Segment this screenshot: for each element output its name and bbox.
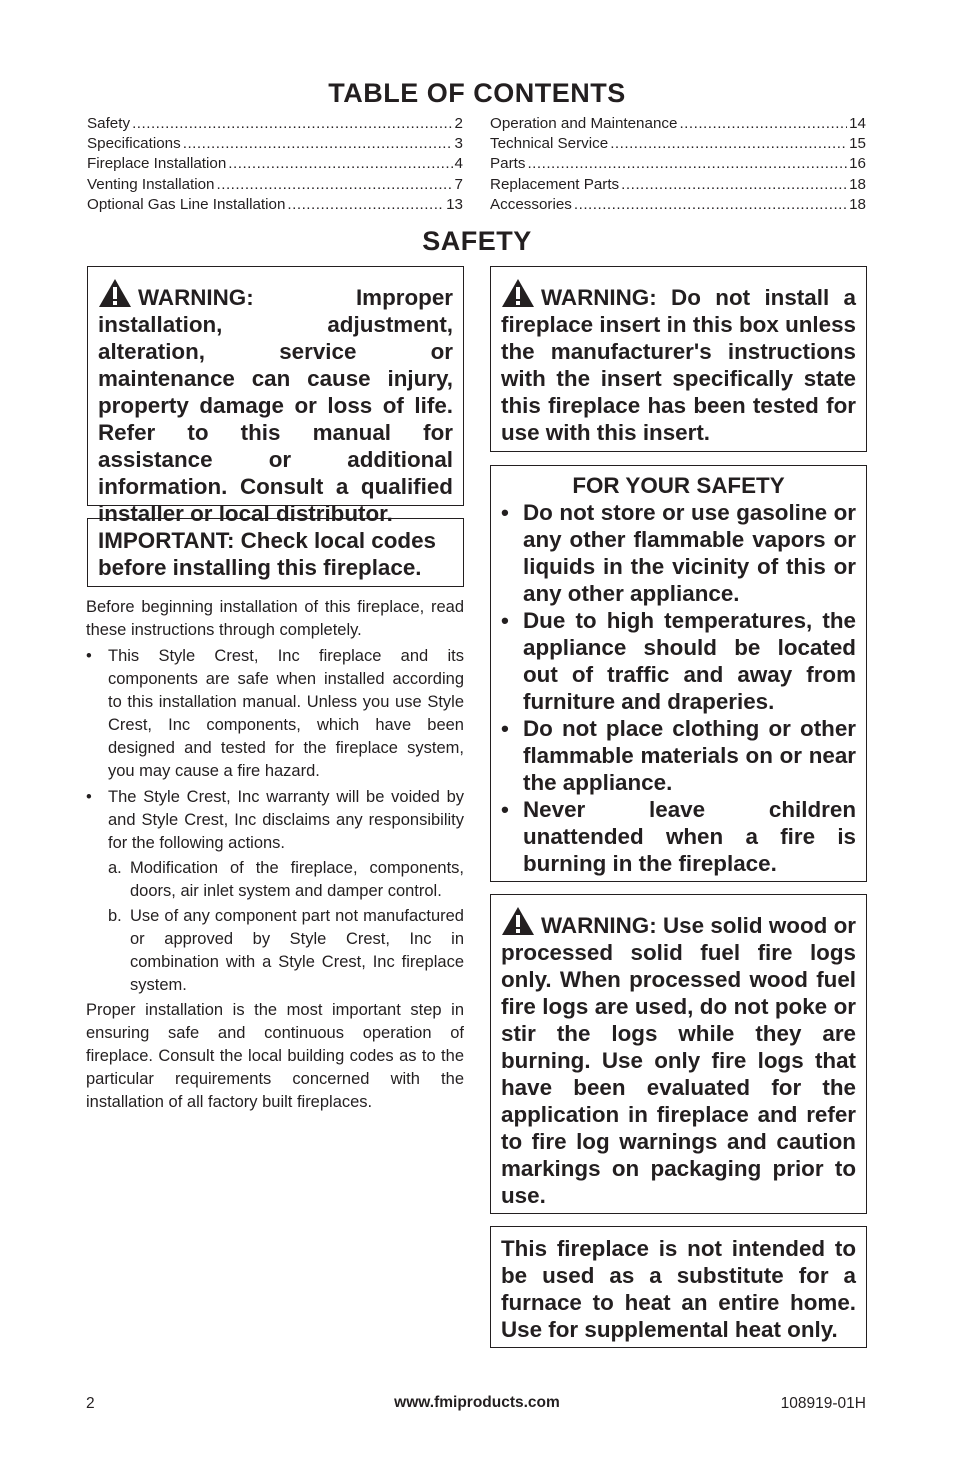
warning-triangle-icon [98,278,132,308]
warning-improper-text: WARNING: Improper installation, adjustment, alteration, service or maintenance can cause injury, property damage or loss of life. Refer to this manual for assistance or additional information. Consult a qualified installer or local distributor. [98,285,453,526]
toc-entry-label: Safety [87,115,131,132]
toc-entry[interactable] [490,154,866,174]
toc-entry-label: Replacement Parts [490,175,620,193]
important-text: IMPORTANT: Check local codes before installing this fireplace. [98,528,437,580]
sub-list-item: b. Use of any component part not manufactured or approved by Style Crest, Inc in combination with a Style Crest, Inc fireplace system. [108,907,464,994]
list-item: • The Style Crest, Inc warranty will be voided by and Style Crest, Inc disclaims any responsibility for the following actions. [86,788,464,852]
safety-title: SAFETY [422,226,532,256]
toc-entry-page: 18 [849,195,866,213]
supplemental-heat-box [490,1226,867,1348]
warning-triangle-icon [501,278,535,308]
toc-entry-label: Parts [490,155,526,173]
important-box [87,518,464,587]
toc-entry-page: 7 [454,175,463,193]
toc-entry[interactable] [490,175,866,195]
list-item: • This Style Crest, Inc fireplace and its components are safe when installed according to this installation manual. Unless you use Style Crest, Inc components, which have been designed and tested for the fireplace system, you may cause a fire hazard. [86,647,464,780]
warning-triangle-icon [501,906,535,936]
toc-entry-label: Specifications [87,135,181,153]
toc-entry-page: 16 [849,155,866,173]
sub-item-text: Use of any component part not manufactured or approved by Style Crest, Inc in combination with a Style Crest, Inc fireplace system. [130,907,464,994]
toc-entry-page: 18 [849,175,866,193]
toc-entry[interactable] [87,154,463,174]
toc-entry[interactable] [490,114,866,134]
toc-entry[interactable] [87,114,463,134]
document-number: 108919-01H [780,1395,866,1412]
toc-entry[interactable] [490,134,866,154]
toc-entry-label: Operation and Maintenance [490,115,678,132]
warning-insert-box [490,266,867,452]
toc-left-column [87,114,463,215]
bullet-text: This Style Crest, Inc fireplace and its components are safe when installed according to this installation manual. Unless you use Style Crest, Inc components, which have been designed and tested for the fireplace system, you may cause a fire hazard. [108,647,464,780]
toc-entry-page: 3 [454,135,463,153]
warning-improper-box [87,266,464,526]
sub-item-text: Modification of the fireplace, components, doors, air inlet system and damper control. [130,859,464,900]
intro-paragraph: Before beginning installation of this fireplace, read these instructions through completely. [86,598,464,639]
toc-entry-page: 2 [454,115,463,132]
toc-entry-label: Technical Service [490,135,609,153]
warning-wood-text: WARNING: Use solid wood or processed solid fuel fire logs only. When processed wood fuel fire logs are used, do not poke or stir the logs while they are burning. Use only fire logs that have been evaluated for the application in fireplace and refer to fire log warnings and caution markings on packaging prior to use. [501,913,856,1208]
bullet-text: The Style Crest, Inc warranty will be voided by and Style Crest, Inc disclaims any responsibility for the following actions. [108,788,464,852]
toc-entry[interactable] [87,134,463,154]
supplemental-heat-text: This fireplace is not intended to be used as a substitute for a furnace to heat an entire home. Use for supplemental heat only. [501,1236,856,1342]
toc-entry[interactable] [87,175,463,195]
toc-entry-page: 4 [454,155,463,173]
footer-website[interactable]: www.fmiproducts.com [394,1394,560,1411]
installation-notes [86,596,464,1114]
for-your-safety-box [490,465,867,882]
toc-entry-page: 15 [849,135,866,153]
list-item: • Do not place clothing or other flammable materials on or near the appliance. [501,716,856,795]
sub-list-item: a. Modification of the fireplace, components, doors, air inlet system and damper control. [108,859,464,900]
toc-entry-label: Venting Installation [87,175,215,193]
toc-entry[interactable] [87,195,463,215]
for-your-safety-heading: FOR YOUR SAFETY [572,473,785,498]
toc-entry-label: Fireplace Installation [87,155,227,173]
toc-right-column [490,114,866,215]
proper-installation-paragraph: Proper installation is the most important step in ensuring safe and continuous operation of fireplace. Consult the local building codes as to the particular requirements concerned with the installation of all factory built fireplaces. [86,1001,464,1111]
toc-entry-label: Accessories [490,195,572,213]
warning-wood-box [490,894,867,1214]
warning-insert-text: WARNING: Do not install a fireplace insert in this box unless the manufacturer's instructions with the insert specifically state this fireplace has been tested for use with this insert. [501,285,856,445]
page-number: 2 [86,1395,95,1412]
list-item: • Due to high temperatures, the appliance should be located out of traffic and away from furniture and draperies. [501,608,856,714]
toc-entry-page: 13 [446,195,463,213]
list-item: • Never leave children unattended when a fire is burning in the fireplace. [501,797,856,876]
toc-entry-label: Optional Gas Line Installation [87,195,286,213]
list-item: • Do not store or use gasoline or any other flammable vapors or liquids in the vicinity of this or any other appliance. [501,500,856,606]
toc-entry[interactable] [490,195,866,215]
toc-title: TABLE OF CONTENTS [328,78,626,108]
toc-entry-page: 14 [849,115,866,132]
